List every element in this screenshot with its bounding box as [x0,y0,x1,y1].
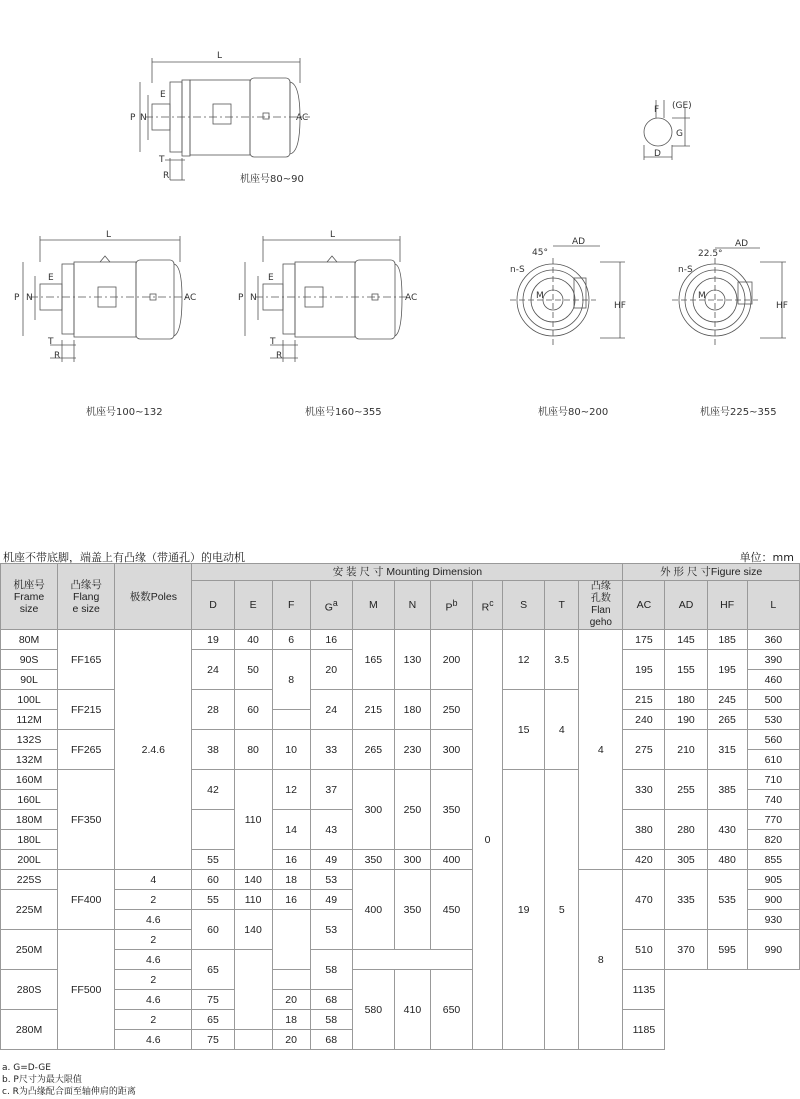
table-cell: 1135 [623,970,665,1010]
table-cell: 43 [310,810,352,850]
header-G: $G^a$ [310,581,352,630]
dim-P-top: P [130,113,136,123]
table-cell: 190 [665,710,707,730]
footnote-c: c. R为凸缘配合面至轴伸肩的距离 [2,1087,136,1097]
table-cell: 75 [192,990,234,1010]
header-flange-holes: 凸缘 孔数 Flan geho [579,581,623,630]
table-cell: 390 [747,650,799,670]
table-cell: 12 [272,770,310,810]
table-cell: 360 [747,630,799,650]
header-AD: AD [665,581,707,630]
table-cell: 6 [272,630,310,650]
table-cell: 80M [1,630,58,650]
header-N: N [394,581,430,630]
table-cell: 2 [115,890,192,910]
table-body [1,630,800,1050]
table-cell: 410 [394,970,430,1050]
header-mounting: 安 装 尺 寸 Mounting Dimension [192,564,623,581]
table-cell: 305 [665,850,707,870]
dim-P-mid2: P [238,293,244,303]
header-T: T [545,581,579,630]
table-cell: 300 [430,730,472,770]
dim-G-shaft: G [676,129,683,139]
table-cell: 15 [503,690,545,770]
table-cell: 370 [665,930,707,970]
table-cell: 68 [310,1030,352,1050]
table-cell: 155 [665,650,707,690]
dim-AC-mid1: AC [184,293,197,303]
table-cell [272,710,310,730]
table-cell: FF500 [58,930,115,1050]
table-cell: 10 [272,730,310,770]
table-cell: 210 [665,730,707,770]
table-cell: 820 [747,830,799,850]
header-F: F [272,581,310,630]
table-cell: 145 [665,630,707,650]
header-flange: 凸缘号 Flang e size [58,564,115,630]
table-cell: 160M [1,770,58,790]
table-cell [234,950,272,1030]
dim-F-shaft: F [654,105,660,115]
table-cell: FF400 [58,870,115,930]
table-cell: 2 [115,930,192,950]
table-cell: FF165 [58,630,115,690]
footnotes [2,1062,136,1098]
dim-P-mid1: P [14,293,20,303]
table-cell: 350 [394,870,430,950]
table-cell: 930 [747,910,799,930]
header-frame: 机座号 Frame size [1,564,58,630]
table-cell: 300 [352,770,394,850]
header-D: D [192,581,234,630]
dim-T-top: T [159,155,165,165]
table-cell: 380 [623,810,665,850]
table-cell: 4 [579,630,623,870]
table-cell: 90S [1,650,58,670]
table-cell: 245 [707,690,747,710]
table-unit: 单位：mm [739,551,794,564]
table-cell: 55 [192,850,234,870]
end-view-80-200 [510,246,625,345]
table-cell: 28 [192,690,234,730]
table-cell [272,970,310,990]
dimension-drawings [0,0,800,440]
table-cell: FF350 [58,770,115,870]
table-cell: 140 [234,870,272,890]
table-cell: 12 [503,630,545,690]
table-cell: 58 [310,1010,352,1030]
table-cell: 595 [707,930,747,970]
table-cell: 20 [310,650,352,690]
table-cell: 230 [394,730,430,770]
table-cell: 60 [234,690,272,730]
table-cell: 4.6 [115,1030,192,1050]
table-cell: 265 [707,710,747,730]
table-cell: 2 [115,970,192,990]
table-cell: 40 [234,630,272,650]
dim-HF-end2: HF [776,301,788,311]
table-cell: 610 [747,750,799,770]
footnote-b: b. P尺寸为最大限值 [2,1075,82,1085]
table-row [1,970,800,990]
table-cell: 49 [310,890,352,910]
table-cell: 400 [352,870,394,950]
table-cell [234,1030,272,1050]
caption-frame-160-355: 机座号160~355 [305,407,382,418]
table-cell: 4.6 [115,950,192,970]
table-cell: 90L [1,670,58,690]
table-cell: 500 [747,690,799,710]
table-cell: 24 [192,650,234,690]
table-cell: 53 [310,870,352,890]
table-cell: 580 [352,970,394,1050]
dim-E-mid1: E [48,273,54,283]
table-cell: FF265 [58,730,115,770]
table-cell: 420 [623,850,665,870]
table-cell [192,810,234,850]
dim-T-mid2: T [270,337,276,347]
table-cell: 855 [747,850,799,870]
table-cell: 280S [1,970,58,1010]
motor-drawing-80-90 [140,58,310,180]
dim-E-mid2: E [268,273,274,283]
table-cell: 180 [665,690,707,710]
table-cell: 195 [707,650,747,690]
table-cell: 100L [1,690,58,710]
dim-R-mid2: R [276,351,283,361]
table-cell: 180M [1,810,58,830]
table-cell: 225M [1,890,58,930]
table-cell: 110 [234,890,272,910]
table-cell: 225S [1,870,58,890]
table-cell: 132M [1,750,58,770]
table-cell: 510 [623,930,665,970]
table-cell: 160L [1,790,58,810]
table-cell: 240 [623,710,665,730]
table-cell: 185 [707,630,747,650]
table-cell: 0 [473,630,503,1050]
table-cell: 4 [545,690,579,770]
table-cell: 130 [394,630,430,690]
dim-angle-22: 22.5° [698,249,723,259]
dim-HF-end1: HF [614,301,626,311]
table-cell: 37 [310,770,352,810]
table-cell: 990 [747,930,799,970]
table-cell: 300 [394,850,430,870]
table-cell: 280M [1,1010,58,1050]
table-cell: 20 [272,1030,310,1050]
table-cell: 330 [623,770,665,810]
table-cell: 400 [430,850,472,870]
table-cell: 180L [1,830,58,850]
table-cell: 16 [310,630,352,650]
table-cell: 165 [352,630,394,690]
table-cell: 16 [272,850,310,870]
table-cell: 215 [623,690,665,710]
table-cell: 250 [394,770,430,850]
table-cell: 65 [192,1010,234,1030]
table-cell: 200 [430,630,472,690]
table-cell: 770 [747,810,799,830]
table-cell: 8 [579,870,623,1050]
header-E: E [234,581,272,630]
table-row [1,870,800,890]
table-cell: 14 [272,810,310,850]
dim-AC-top: AC [296,113,309,123]
dim-E-top: E [160,90,166,100]
dim-angle-45: 45° [532,248,548,258]
table-cell: 215 [352,690,394,730]
table-cell: 4 [115,870,192,890]
table-cell: 460 [747,670,799,690]
table-cell: 140 [234,910,272,950]
table-cell: 20 [272,990,310,1010]
table-cell: 60 [192,910,234,950]
table-cell: 18 [272,870,310,890]
dim-M-end1: M [536,291,544,301]
table-cell: 900 [747,890,799,910]
table-cell: 280 [665,810,707,850]
header-HF: HF [707,581,747,630]
table-cell: 65 [192,950,234,990]
table-cell: 195 [623,650,665,690]
table-cell: 19 [192,630,234,650]
dim-M-end2: M [698,291,706,301]
dim-nS-end1: n-S [510,265,525,275]
table-cell: 58 [310,950,352,990]
table-cell: 24 [310,690,352,730]
table-cell: 250 [430,690,472,730]
table-cell: 2 [115,1010,192,1030]
table-cell: 4.6 [115,990,192,1010]
table-cell: 2.4.6 [115,630,192,870]
dim-nS-end2: n-S [678,265,693,275]
dimension-table [0,563,800,1050]
table-cell: 430 [707,810,747,850]
dim-GE-shaft: (GE) [672,101,692,111]
table-cell: 49 [310,850,352,870]
footnote-a: a. G=D-GE [2,1063,51,1073]
table-cell: 650 [430,970,472,1050]
table-cell: 480 [707,850,747,870]
table-cell: 8 [272,650,310,710]
table-cell: 315 [707,730,747,770]
table-cell: 75 [192,1030,234,1050]
table-cell: 1185 [623,1010,665,1050]
table-cell: 180 [394,690,430,730]
table-cell: 5 [545,770,579,1050]
caption-end-225-355: 机座号225~355 [700,407,777,418]
dim-L-top: L [217,51,223,61]
table-cell: 16 [272,890,310,910]
table-cell: 80 [234,730,272,770]
table-cell: 335 [665,870,707,930]
table-cell: 68 [310,990,352,1010]
dim-AD-end2: AD [735,239,749,249]
table-cell: 60 [192,870,234,890]
dim-AC-mid2: AC [405,293,418,303]
table-cell: 38 [192,730,234,770]
table-cell: 110 [234,770,272,870]
header-S: S [503,581,545,630]
table-cell: 740 [747,790,799,810]
table-cell: 470 [623,870,665,930]
header-L: L [747,581,799,630]
header-figure: 外 形 尺 寸Figure size [623,564,800,581]
end-view-225-355 [672,248,786,345]
table-cell: 350 [352,850,394,870]
table-cell: FF215 [58,690,115,730]
table-cell: 50 [234,650,272,690]
table-cell: 33 [310,730,352,770]
table-cell: 385 [707,770,747,810]
dim-T-mid1: T [48,337,54,347]
header-R: $R^c$ [473,581,503,630]
table-cell: 19 [503,770,545,1050]
table-row [1,630,800,650]
header-P: $P^b$ [430,581,472,630]
dim-L-mid1: L [106,230,112,240]
table-cell: 4.6 [115,910,192,930]
table-cell: 53 [310,910,352,950]
caption-frame-80-90: 机座号80~90 [240,174,304,185]
dim-R-top: R [163,171,170,181]
caption-end-80-200: 机座号80~200 [538,407,609,418]
table-cell [272,910,310,970]
table-cell: 560 [747,730,799,750]
dim-AD-end1: AD [572,237,586,247]
dim-N-mid2: N [250,293,257,303]
dim-N-top: N [140,113,147,123]
caption-frame-100-132: 机座号100~132 [86,407,163,418]
table-cell: 255 [665,770,707,810]
table-cell: 265 [352,730,394,770]
table-title: 机座不带底脚，端盖上有凸缘（带通孔）的电动机 [3,551,245,564]
table-cell: 55 [192,890,234,910]
header-poles: 极数Poles [115,564,192,630]
table-cell: 18 [272,1010,310,1030]
dim-N-mid1: N [26,293,33,303]
table-cell: 200L [1,850,58,870]
table-cell: 112M [1,710,58,730]
table-cell: 3.5 [545,630,579,690]
table-cell: 710 [747,770,799,790]
table-cell: 905 [747,870,799,890]
table-cell: 250M [1,930,58,970]
table-cell: 132S [1,730,58,750]
dim-R-mid1: R [54,351,61,361]
header-AC: AC [623,581,665,630]
table-cell: 42 [192,770,234,810]
table-cell: 535 [707,870,747,930]
table-cell: 350 [430,770,472,850]
table-cell: 450 [430,870,472,950]
table-cell: 275 [623,730,665,770]
table-cell: 530 [747,710,799,730]
dim-D-shaft: D [654,149,661,159]
table-cell: 175 [623,630,665,650]
header-M: M [352,581,394,630]
dim-L-mid2: L [330,230,336,240]
